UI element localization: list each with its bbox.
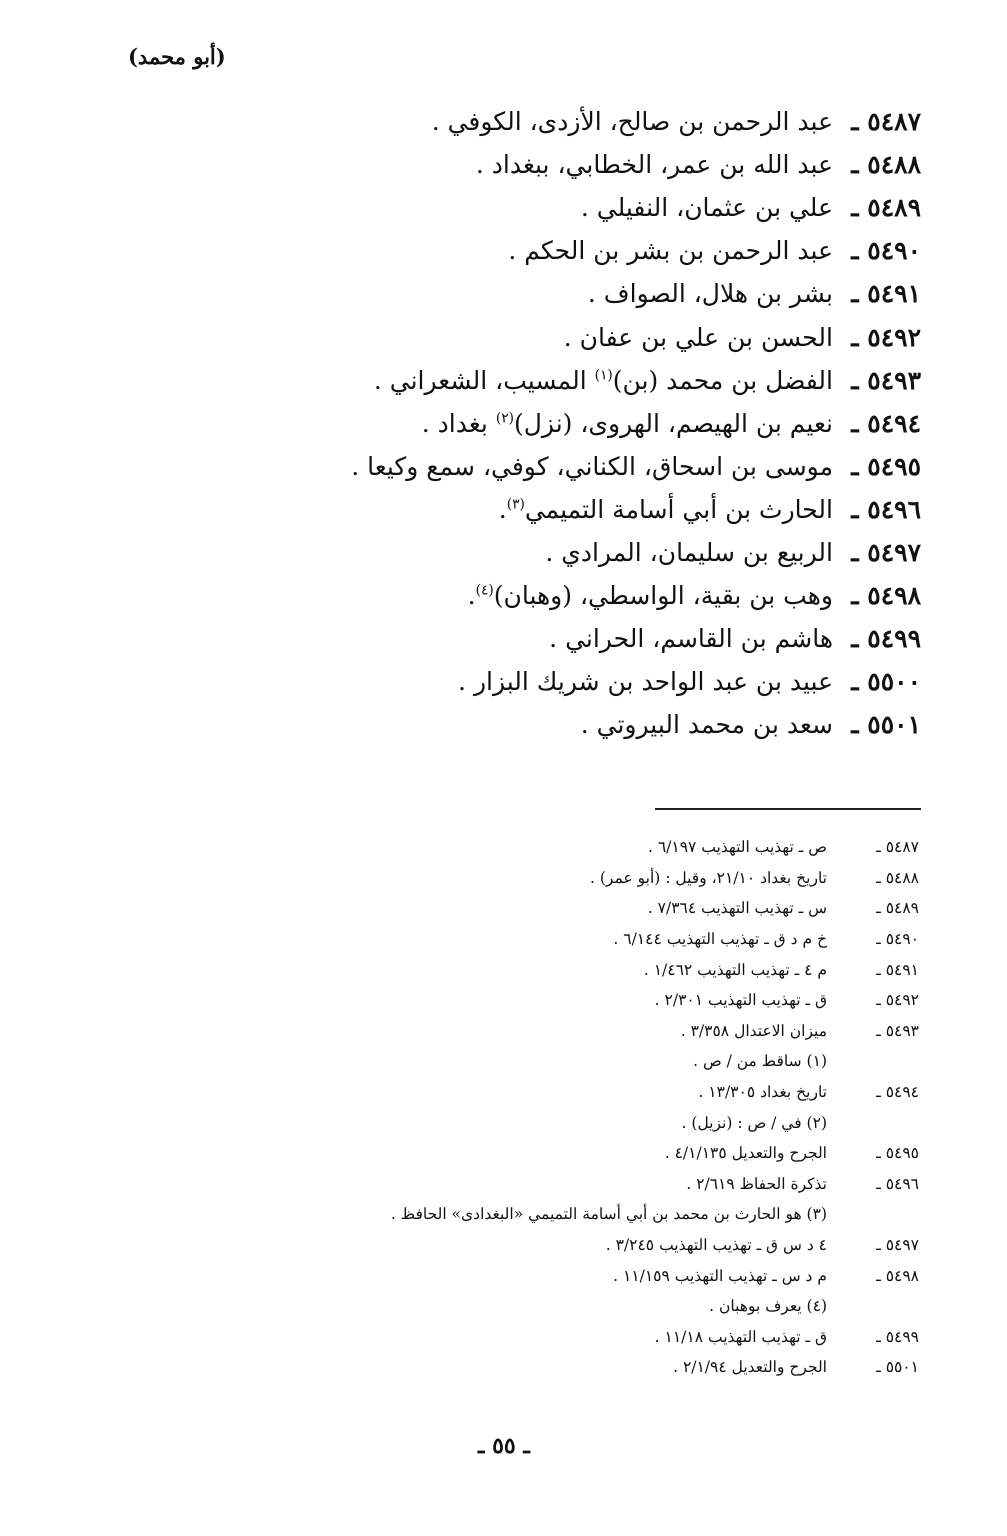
- footnote-text: ٤ د س ق ـ تهذيب التهذيب ٣/٢٤٥ .: [605, 1236, 827, 1255]
- entry-text-part: المسيب، الشعراني .: [373, 365, 595, 395]
- footnote-text: س ـ تهذيب التهذيب ٧/٣٦٤ .: [647, 899, 827, 918]
- entry-text: سعد بن محمد البيروتي .: [580, 710, 833, 740]
- entry-text-part: .: [498, 494, 507, 524]
- footnote-divider: [655, 808, 921, 810]
- entry-row: [241, 445, 921, 488]
- entry-number: ٥٥٠٠ ـ: [851, 667, 921, 697]
- footnote-row: [279, 832, 919, 863]
- footnote-text: (٤) يعرف بوهبان .: [709, 1297, 827, 1316]
- entry-number: ٥٤٩٥ ـ: [851, 451, 921, 481]
- entry-text: [499, 495, 833, 524]
- entry-row: [241, 359, 921, 402]
- footnote-text: تاريخ بغداد ٢١/١٠، وقيل : (أبو عمر) .: [590, 868, 827, 887]
- footnote-number: ٥٤٩٤ ـ: [876, 1083, 919, 1102]
- entry-text: [422, 409, 833, 438]
- footnote-number: ٥٤٩١ ـ: [876, 960, 919, 979]
- footnote-row: [279, 1138, 919, 1169]
- footnote-number: ٥٤٨٧ ـ: [876, 838, 919, 857]
- footnote-marker: (٤): [475, 582, 494, 599]
- entry-row: [241, 703, 921, 746]
- footnote-marker: (٣): [506, 496, 525, 513]
- entry-text-part: الفضل بن محمد (بن): [612, 365, 833, 395]
- footnote-marker: (١): [594, 367, 613, 384]
- entry-row: [241, 488, 921, 531]
- entry-number: ٥٤٩٠ ـ: [851, 236, 921, 266]
- footnote-marker: (٢): [495, 410, 514, 427]
- footnote-row: [279, 1199, 919, 1230]
- footnote-number: ٥٤٩٦ ـ: [876, 1174, 919, 1193]
- entry-list: [241, 100, 921, 746]
- entry-number: ٥٤٩٢ ـ: [851, 322, 921, 352]
- entry-number: ٥٤٩٣ ـ: [851, 365, 921, 395]
- footnote-row: [279, 1169, 919, 1200]
- entry-row: [241, 531, 921, 574]
- footnote-row: [279, 1291, 919, 1322]
- entry-text: عبد الرحمن بن بشر بن الحكم .: [508, 236, 833, 266]
- entry-row: [241, 272, 921, 315]
- entry-text: الحسن بن علي بن عفان .: [563, 322, 833, 352]
- entry-text: عبيد بن عبد الواحد بن شريك البزار .: [458, 667, 833, 697]
- footnote-row: [279, 1322, 919, 1353]
- entry-text: [374, 366, 833, 395]
- entry-number: ٥٤٨٧ ـ: [851, 107, 921, 137]
- entry-number: ٥٤٨٨ ـ: [851, 150, 921, 180]
- footnote-row: [279, 1046, 919, 1077]
- footnote-row: [279, 1230, 919, 1261]
- entry-row: [241, 100, 921, 143]
- entry-number: ٥٤٩١ ـ: [851, 279, 921, 309]
- footnote-row: [279, 1016, 919, 1047]
- footnote-text: م ٤ ـ تهذيب التهذيب ١/٤٦٢ .: [643, 960, 827, 979]
- entry-row: [241, 186, 921, 229]
- entry-row: [241, 660, 921, 703]
- footnote-row: [279, 1107, 919, 1138]
- footnote-number: ٥٤٩٠ ـ: [876, 930, 919, 949]
- entry-text: عبد الرحمن بن صالح، الأزدى، الكوفي .: [431, 107, 833, 137]
- footnote-number: ٥٤٩٨ ـ: [876, 1266, 919, 1285]
- footnote-text: تذكرة الحفاظ ٢/٦١٩ .: [686, 1174, 827, 1193]
- footnote-number: ٥٤٩٢ ـ: [876, 991, 919, 1010]
- footnote-number: ٥٤٩٥ ـ: [876, 1144, 919, 1163]
- footnote-text: ق ـ تهذيب التهذيب ١١/١٨ .: [654, 1327, 827, 1346]
- entry-row: [241, 143, 921, 186]
- footnote-text: خ م د ق ـ تهذيب التهذيب ٦/١٤٤ .: [613, 930, 827, 949]
- entry-number: ٥٤٩٩ ـ: [851, 624, 921, 654]
- entry-text-part: نعيم بن الهيصم، الهروى، (نزل): [513, 408, 833, 438]
- footnote-text: ق ـ تهذيب التهذيب ٢/٣٠١ .: [654, 991, 827, 1010]
- entry-number: ٥٤٩٧ ـ: [851, 537, 921, 567]
- entry-text: علي بن عثمان، النفيلي .: [580, 193, 833, 223]
- entry-number: ٥٤٩٨ ـ: [851, 581, 921, 611]
- entry-text: عبد الله بن عمر، الخطابي، ببغداد .: [475, 150, 833, 180]
- entry-text: بشر بن هلال، الصواف .: [587, 279, 833, 309]
- footnote-row: [279, 1077, 919, 1108]
- footnote-text: الجرح والتعديل ٤/١/١٣٥ .: [664, 1144, 827, 1163]
- entry-row: [241, 617, 921, 660]
- footnote-text: ميزان الاعتدال ٣/٣٥٨ .: [680, 1021, 827, 1040]
- footnote-row: [279, 1352, 919, 1383]
- page-number: ـ ٥٥ ـ: [478, 1433, 530, 1459]
- entry-text: الربيع بن سليمان، المرادي .: [545, 537, 833, 567]
- entry-text: موسى بن اسحاق، الكناني، كوفي، سمع وكيعا .: [351, 451, 833, 481]
- footnote-number: ٥٤٨٨ ـ: [876, 868, 919, 887]
- entry-row: [241, 574, 921, 617]
- footnote-number: ٥٤٨٩ ـ: [876, 899, 919, 918]
- entry-number: ٥٤٩٤ ـ: [851, 408, 921, 438]
- footnote-number: ٥٥٠١ ـ: [876, 1358, 919, 1377]
- footnote-row: [279, 863, 919, 894]
- footnote-row: [279, 924, 919, 955]
- footnote-text: (٣) هو الحارث بن محمد بن أبي أسامة التميمي «البغدادى» الحافظ .: [390, 1205, 827, 1224]
- footnote-text: ص ـ تهذيب التهذيب ٦/١٩٧ .: [647, 838, 827, 857]
- entry-row: [241, 315, 921, 358]
- footnote-number: ٥٤٩٣ ـ: [876, 1021, 919, 1040]
- footnote-row: [279, 954, 919, 985]
- entry-text-part: .: [467, 581, 476, 611]
- footnote-number: ٥٤٩٧ ـ: [876, 1236, 919, 1255]
- footnote-row: [279, 893, 919, 924]
- footnote-number: ٥٤٩٩ ـ: [876, 1327, 919, 1346]
- footnote-row: [279, 985, 919, 1016]
- footnote-row: [279, 1260, 919, 1291]
- footnote-text: الجرح والتعديل ٢/١/٩٤ .: [673, 1358, 827, 1377]
- entry-text-part: بغداد .: [421, 408, 496, 438]
- entry-text-part: وهب بن بقية، الواسطي، (وهبان): [493, 581, 833, 611]
- entry-number: ٥٥٠١ ـ: [851, 710, 921, 740]
- footnote-text: (٢) في / ص : (نزيل) .: [681, 1113, 827, 1132]
- entry-text: هاشم بن القاسم، الحراني .: [549, 624, 833, 654]
- entry-row: [241, 402, 921, 445]
- entry-text: [468, 581, 833, 610]
- entry-number: ٥٤٨٩ ـ: [851, 193, 921, 223]
- footnote-list: [279, 832, 919, 1383]
- footnote-text: (١) ساقط من / ص .: [693, 1052, 827, 1071]
- footnote-text: م د س ـ تهذيب التهذيب ١١/١٥٩ .: [613, 1266, 827, 1285]
- footnote-text: تاريخ بغداد ١٣/٣٠٥ .: [698, 1083, 827, 1102]
- entry-number: ٥٤٩٦ ـ: [851, 494, 921, 524]
- entry-text-part: الحارث بن أبي أسامة التميمي: [524, 494, 833, 524]
- entry-row: [241, 229, 921, 272]
- running-head: (أبو محمد): [128, 44, 226, 69]
